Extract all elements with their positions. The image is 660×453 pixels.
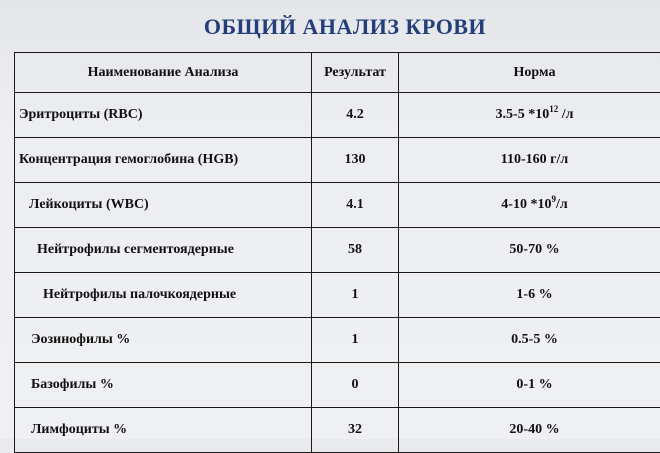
row-norm-band-neutrophils xyxy=(399,273,660,318)
norm-value: 0.5-5 % xyxy=(511,332,558,347)
column-header-result: Результат xyxy=(312,53,399,93)
table-row xyxy=(15,273,660,318)
norm-value: 0-1 % xyxy=(516,377,552,392)
norm-value: 4-10 *10 xyxy=(501,197,551,212)
row-name-lymphocytes: Лимфоциты % xyxy=(15,408,312,453)
blood-test-table xyxy=(14,52,660,453)
table-row xyxy=(15,93,660,138)
row-name-hgb: Концентрация гемоглобина (HGB) xyxy=(15,138,312,183)
norm-value: 3.5-5 *10 xyxy=(496,107,550,122)
row-result-segmented-neutrophils: 58 xyxy=(312,228,399,273)
row-norm-segmented-neutrophils xyxy=(399,228,660,273)
table-row xyxy=(15,228,660,273)
row-norm-rbc xyxy=(399,93,660,138)
row-result-basophils: 0 xyxy=(312,363,399,408)
row-name-eosinophils: Эозинофилы % xyxy=(15,318,312,363)
row-result-lymphocytes: 32 xyxy=(312,408,399,453)
row-norm-wbc xyxy=(399,183,660,228)
table-row xyxy=(15,318,660,363)
row-result-hgb: 130 xyxy=(312,138,399,183)
norm-unit: /л xyxy=(558,107,573,122)
norm-exponent: 9 xyxy=(551,194,556,204)
column-header-norm: Норма xyxy=(399,53,660,93)
row-name-band-neutrophils: Нейтрофилы палочкоядерные xyxy=(15,273,312,318)
row-result-band-neutrophils: 1 xyxy=(312,273,399,318)
table-row xyxy=(15,183,660,228)
norm-value: 1-6 % xyxy=(516,287,552,302)
table-row xyxy=(15,363,660,408)
table-row xyxy=(15,138,660,183)
row-norm-hgb xyxy=(399,138,660,183)
row-name-segmented-neutrophils: Нейтрофилы сегментоядерные xyxy=(15,228,312,273)
table-row xyxy=(15,408,660,453)
norm-exponent: 12 xyxy=(549,104,558,114)
row-result-wbc: 4.1 xyxy=(312,183,399,228)
row-name-basophils: Базофилы % xyxy=(15,363,312,408)
row-name-rbc: Эритроциты (RBC) xyxy=(15,93,312,138)
row-name-wbc: Лейкоциты (WBC) xyxy=(15,183,312,228)
column-header-name: Наименование Анализа xyxy=(15,53,312,93)
norm-value: 20-40 % xyxy=(509,422,559,437)
row-result-eosinophils: 1 xyxy=(312,318,399,363)
row-norm-lymphocytes xyxy=(399,408,660,453)
table-header-row xyxy=(15,53,660,93)
norm-unit: /л xyxy=(556,197,568,212)
row-result-rbc: 4.2 xyxy=(312,93,399,138)
norm-value: 110-160 г/л xyxy=(501,152,569,167)
document-title: ОБЩИЙ АНАЛИЗ КРОВИ xyxy=(0,14,660,40)
norm-value: 50-70 % xyxy=(509,242,559,257)
row-norm-basophils xyxy=(399,363,660,408)
row-norm-eosinophils xyxy=(399,318,660,363)
